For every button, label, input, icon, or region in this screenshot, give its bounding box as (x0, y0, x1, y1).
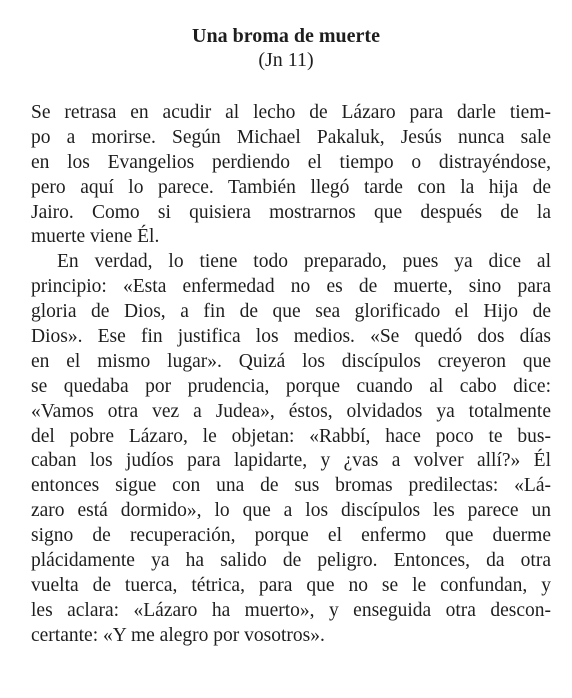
text-line: «Vamos otra vez a Judea», éstos, olvidados ya totalmente (31, 400, 551, 422)
paragraph-1 (31, 101, 551, 250)
paragraph-2 (31, 250, 551, 648)
scripture-reference: (Jn 11) (258, 49, 314, 71)
body-text (31, 101, 551, 649)
text-line: entonces sigue con una de sus bromas predilectas: «Lá- (31, 475, 551, 497)
text-line: del pobre Lázaro, le objetan: «Rabbí, hace poco te bus- (31, 425, 551, 447)
chapter-title: Una broma de muerte (192, 25, 380, 47)
text-line: vuelta de tuerca, tétrica, para que no se le confundan, y (31, 574, 551, 596)
text-line: Jairo. Como si quisiera mostrarnos que después de la (31, 201, 551, 223)
text-line: les aclara: «Lázaro ha muerto», y enseguida otra descon- (31, 599, 551, 621)
text-line: Se retrasa en acudir al lecho de Lázaro para darle tiem- (31, 102, 551, 123)
text-line: zaro está dormido», lo que a los discípulos les parece un (31, 500, 551, 522)
text-line: principio: «Esta enfermedad no es de muerte, sino para (31, 276, 551, 298)
text-line: muerte viene Él. (31, 226, 160, 248)
text-line: plácidamente ya ha salido de peligro. Entonces, da otra (31, 550, 551, 572)
text-line: signo de recuperación, porque el enfermo que duerme (31, 525, 551, 547)
text-line: gloria de Dios, a fin de que sea glorificado el Hijo de (31, 301, 551, 323)
text-line: En verdad, lo tiene todo preparado, pues ya dice al (57, 251, 551, 273)
text-line: caban los judíos para lapidarte, y ¿vas a volver allí?» Él (31, 450, 551, 472)
text-line: certante: «Y me alegro por vosotros». (31, 624, 325, 646)
text-line: pero aquí lo parece. También llegó tarde con la hija de (31, 176, 551, 198)
text-line: en el mismo lugar». Quizá los discípulos creyeron que (31, 350, 551, 372)
text-line: po a morirse. Según Michael Pakaluk, Jesús nunca sale (31, 126, 551, 148)
text-line: Dios». Ese fin justifica los medios. «Se quedó dos días (31, 326, 551, 348)
text-line: se quedaba por prudencia, porque cuando al cabo dice: (31, 375, 551, 397)
text-line: en los Evangelios perdiendo el tiempo o distrayéndose, (31, 151, 551, 173)
